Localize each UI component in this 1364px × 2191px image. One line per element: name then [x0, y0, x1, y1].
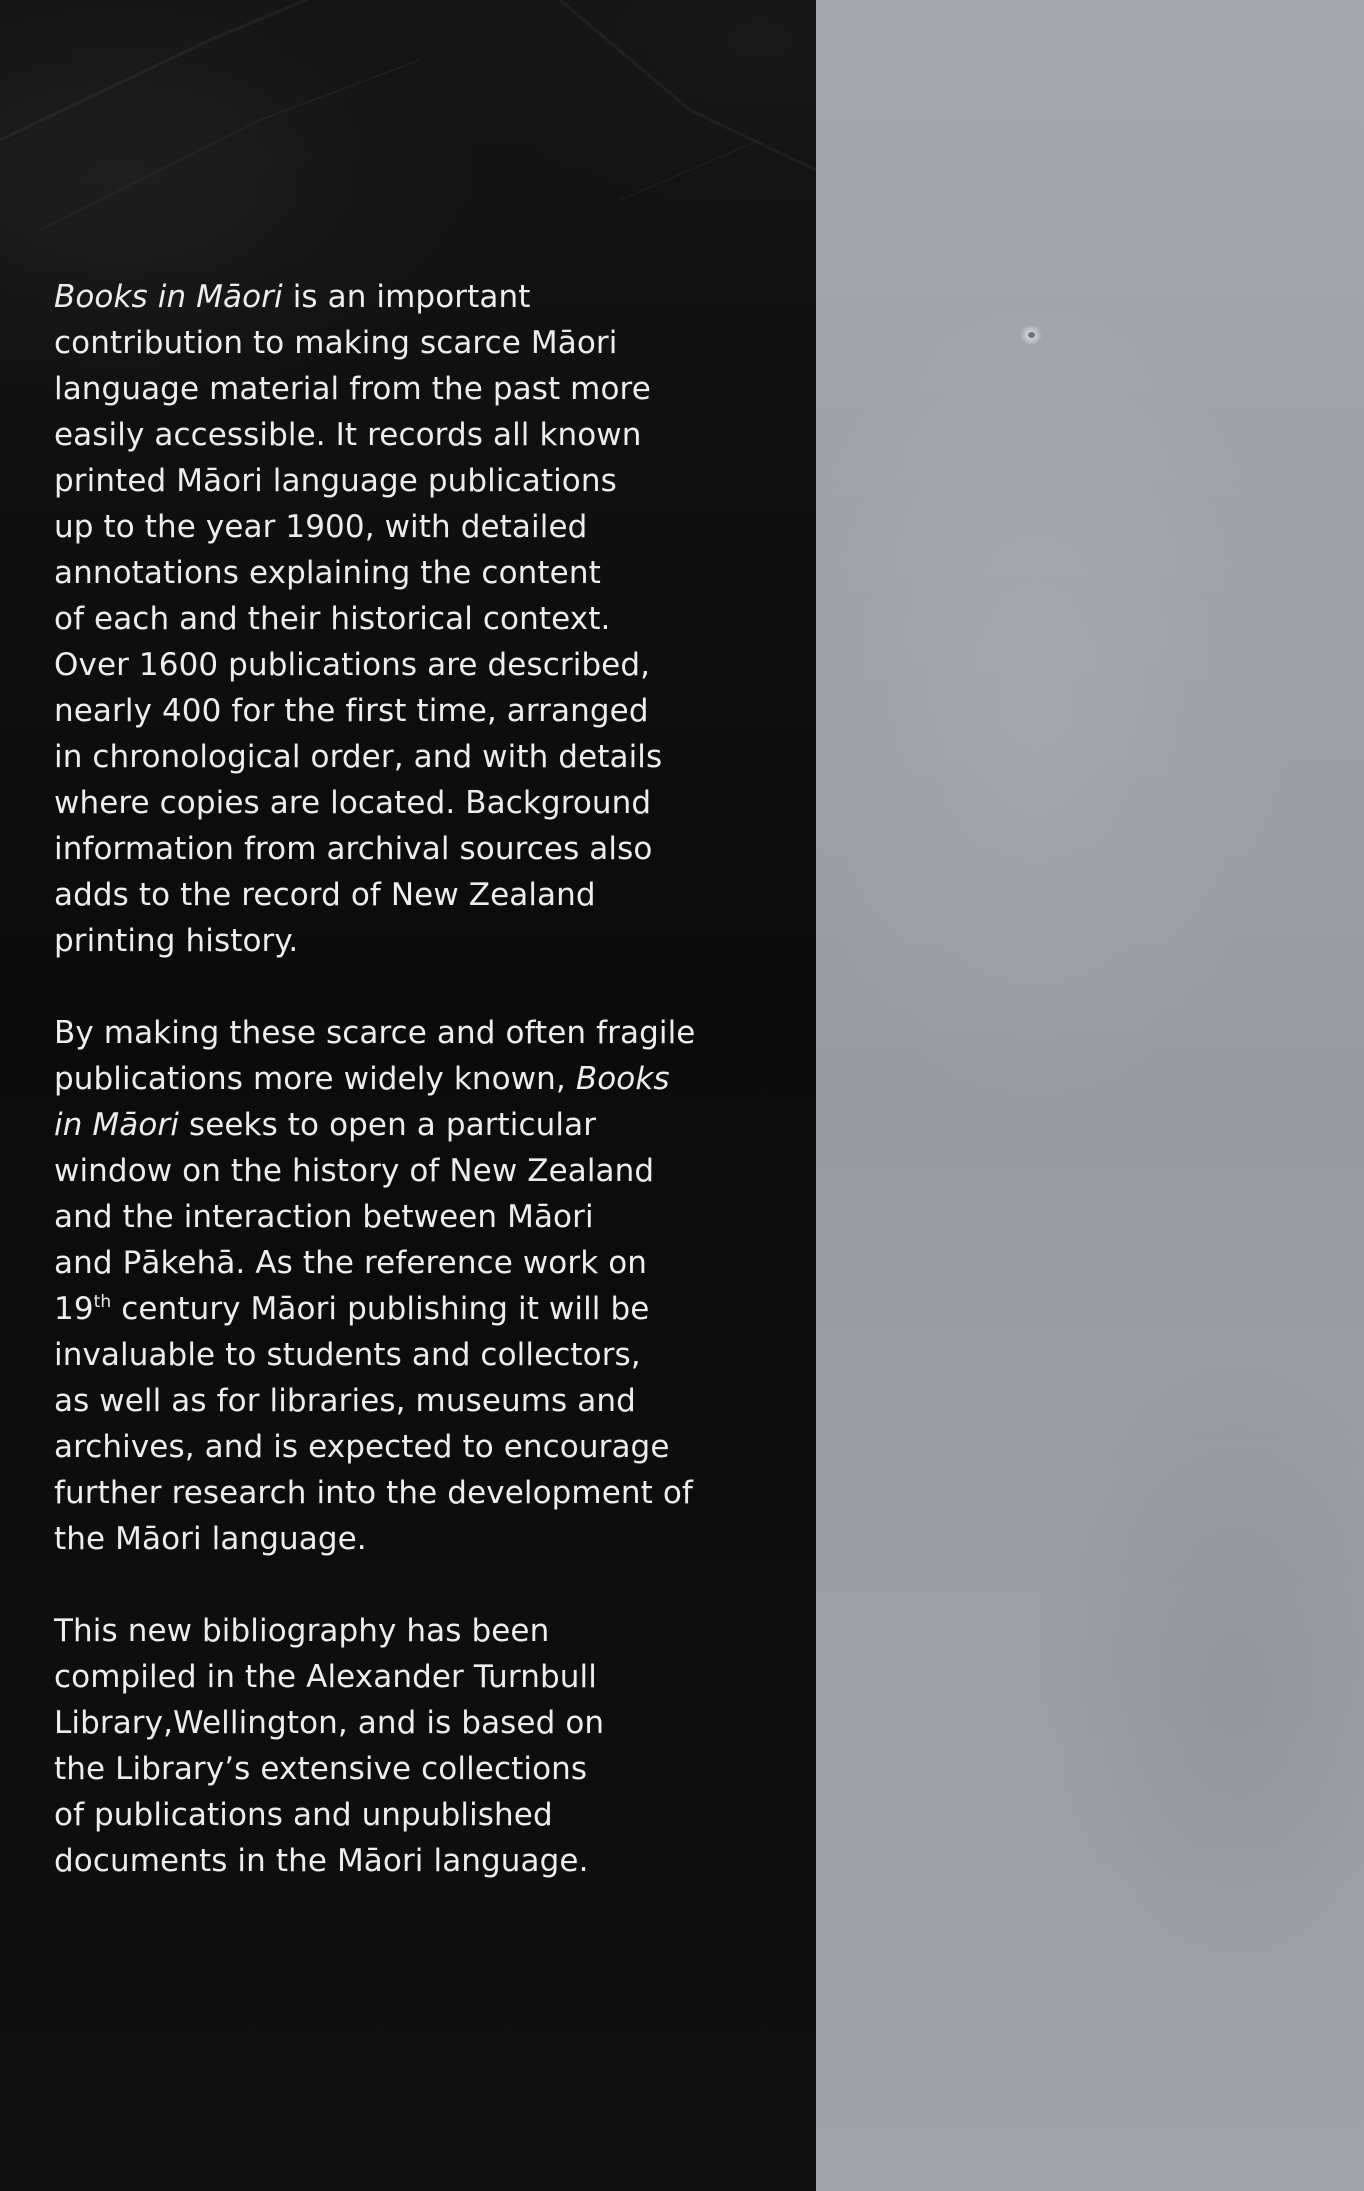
- blurb-text: th: [93, 1292, 112, 1312]
- blurb-paragraph: [54, 274, 754, 964]
- blurb-line: [54, 1010, 754, 1056]
- blurb-text: and Pākehā. As the reference work on: [54, 1245, 648, 1281]
- book-title-italic: in Māori: [54, 1107, 179, 1143]
- blurb-text: documents in the Māori language.: [54, 1843, 589, 1879]
- blurb-text: seeks to open a particular: [178, 1107, 597, 1143]
- blurb-text: nearly 400 for the first time, arranged: [54, 693, 649, 729]
- blurb-text: of publications and unpublished: [54, 1797, 553, 1833]
- blurb-line: [54, 366, 754, 412]
- blurb-text: contribution to making scarce Māori: [54, 325, 618, 361]
- blurb-text: the Māori language.: [54, 1521, 367, 1557]
- blurb-text: Library,Wellington, and is based on: [54, 1705, 605, 1741]
- blurb-line: [54, 1240, 754, 1286]
- blurb-line: [54, 320, 754, 366]
- blurb-text: easily accessible. It records all known: [54, 417, 642, 453]
- blurb-text: publications more widely known,: [54, 1061, 576, 1097]
- blurb-text: invaluable to students and collectors,: [54, 1337, 641, 1373]
- blurb-text: printed Māori language publications: [54, 463, 617, 499]
- blurb-text: This new bibliography has been: [54, 1613, 550, 1649]
- blurb-line: [54, 1286, 754, 1332]
- blurb-text: as well as for libraries, museums and: [54, 1383, 636, 1419]
- blurb-text: window on the history of New Zealand: [54, 1153, 655, 1189]
- blurb-text: archives, and is expected to encourage: [54, 1429, 670, 1465]
- blurb-line: [54, 826, 754, 872]
- blurb-text: where copies are located. Background: [54, 785, 652, 821]
- blurb-line: [54, 412, 754, 458]
- blurb-line: [54, 1654, 754, 1700]
- blurb-text: the Library’s extensive collections: [54, 1751, 588, 1787]
- blurb-text: annotations explaining the content: [54, 555, 601, 591]
- blurb-line: [54, 1148, 754, 1194]
- blurb-line: [54, 596, 754, 642]
- blurb-line: [54, 872, 754, 918]
- blurb-text: is an important: [282, 279, 531, 315]
- blurb-line: [54, 1746, 754, 1792]
- blurb-paragraph: [54, 1608, 754, 1884]
- blurb-text: language material from the past more: [54, 371, 651, 407]
- blurb-line: [54, 1378, 754, 1424]
- blurb-text: further research into the development of: [54, 1475, 693, 1511]
- blurb-text: and the interaction between Māori: [54, 1199, 594, 1235]
- blurb-paragraph: [54, 1010, 754, 1562]
- blurb-text: of each and their historical context.: [54, 601, 611, 637]
- blurb-line: [54, 734, 754, 780]
- blurb-text: information from archival sources also: [54, 831, 653, 867]
- blurb-text: up to the year 1900, with detailed: [54, 509, 588, 545]
- blurb-line: [54, 1700, 754, 1746]
- blurb-line: [54, 1424, 754, 1470]
- blurb-line: [54, 1838, 754, 1884]
- blurb-line: [54, 550, 754, 596]
- blurb-line: [54, 458, 754, 504]
- blurb-line: [54, 1194, 754, 1240]
- blurb-line: [54, 642, 754, 688]
- blurb-text: in chronological order, and with details: [54, 739, 663, 775]
- blurb-line: [54, 274, 754, 320]
- blurb-line: [54, 1516, 754, 1562]
- blurb-line: [54, 780, 754, 826]
- blurb-line: [54, 688, 754, 734]
- blurb-text: adds to the record of New Zealand: [54, 877, 596, 913]
- book-title-italic: Books: [575, 1061, 670, 1097]
- paper-panel: [816, 0, 1364, 2191]
- blurb-line: [54, 1608, 754, 1654]
- book-title-italic: Books in Māori: [54, 279, 283, 315]
- blurb-line: [54, 504, 754, 550]
- blurb-line: [54, 1102, 754, 1148]
- paper-speck: [1018, 326, 1044, 344]
- blurb-text: By making these scarce and often fragile: [54, 1015, 696, 1051]
- back-cover-blurb: [54, 274, 754, 1930]
- blurb-line: [54, 1056, 754, 1102]
- blurb-line: [54, 918, 754, 964]
- blurb-text: compiled in the Alexander Turnbull: [54, 1659, 597, 1695]
- blurb-text: printing history.: [54, 923, 299, 959]
- blurb-line: [54, 1332, 754, 1378]
- blurb-line: [54, 1792, 754, 1838]
- blurb-text: century Māori publishing it will be: [111, 1291, 650, 1327]
- blurb-line: [54, 1470, 754, 1516]
- blurb-text: Over 1600 publications are described,: [54, 647, 651, 683]
- blurb-text: 19: [54, 1291, 94, 1327]
